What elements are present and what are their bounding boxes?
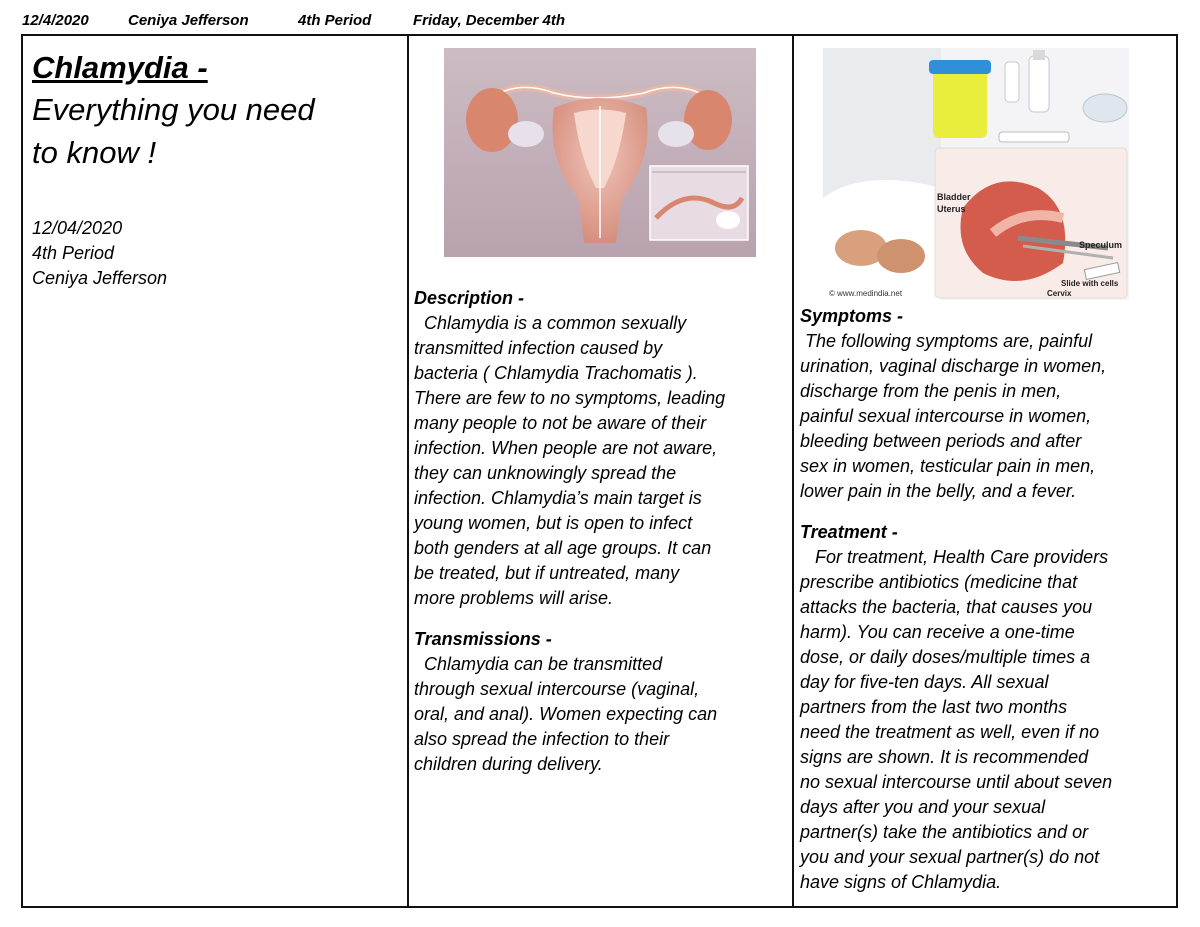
anatomy-illustration — [444, 48, 756, 257]
text-line: infection. When people are not aware, — [414, 438, 718, 458]
page-title: Chlamydia - — [32, 50, 208, 85]
description-heading: Description - — [414, 288, 525, 308]
text-line: painful sexual intercourse in women, — [800, 406, 1092, 426]
text-line: need the treatment as well, even if no — [800, 722, 1100, 742]
text-line: days after you and your sexual — [800, 797, 1046, 817]
text-line: dose, or daily doses/multiple times a — [800, 647, 1091, 667]
page-subtitle — [32, 88, 402, 174]
text-line: be treated, but if untreated, many — [414, 563, 680, 583]
text-line: no sexual intercourse until about seven — [800, 772, 1113, 792]
meta-period: 4th Period — [32, 243, 115, 263]
text-line: bleeding between periods and after — [800, 431, 1082, 451]
text-line: day for five-ten days. All sexual — [800, 672, 1049, 692]
text-line: lower pain in the belly, and a fever. — [800, 481, 1077, 501]
column-divider — [407, 36, 409, 906]
header-period: 4th Period — [298, 12, 372, 29]
text-line: bacteria ( Chlamydia Trachomatis ). — [414, 363, 698, 383]
text-line: have signs of Chlamydia. — [800, 872, 1002, 892]
label-uterus: Uterus — [937, 204, 966, 214]
text-line: also spread the infection to their — [414, 729, 670, 749]
text-line: many people to not be aware of their — [414, 413, 707, 433]
text-line: you and your sexual partner(s) do not — [800, 847, 1100, 867]
text-line: urination, vaginal discharge in women, — [800, 356, 1107, 376]
text-line: more problems will arise. — [414, 588, 614, 608]
treatment-text — [800, 545, 1175, 895]
label-speculum: Speculum — [1079, 240, 1123, 250]
symptoms-section — [800, 304, 1175, 895]
symptoms-text — [800, 329, 1175, 504]
symptoms-heading: Symptoms - — [800, 306, 904, 326]
text-line: they can unknowingly spread the — [414, 463, 677, 483]
description-section — [414, 286, 784, 777]
text-line: oral, and anal). Women expecting can — [414, 704, 718, 724]
text-line: transmitted infection caused by — [414, 338, 663, 358]
subtitle-line: to know ! — [32, 135, 157, 170]
header-date: 12/4/2020 — [22, 12, 89, 29]
text-line: attacks the bacteria, that causes you — [800, 597, 1093, 617]
description-text — [414, 311, 784, 611]
text-line: partner(s) take the antibiotics and or — [800, 822, 1089, 842]
text-line: signs are shown. It is recommended — [800, 747, 1089, 767]
text-line: children during delivery. — [414, 754, 603, 774]
subtitle-line: Everything you need — [32, 92, 315, 127]
text-line: young women, but is open to infect — [414, 513, 693, 533]
text-line: both genders at all age groups. It can — [414, 538, 712, 558]
text-line: Chlamydia can be transmitted — [414, 654, 663, 674]
transmissions-heading: Transmissions - — [414, 629, 552, 649]
text-line: discharge from the penis in men, — [800, 381, 1062, 401]
treatment-heading: Treatment - — [800, 522, 898, 542]
title-column — [32, 50, 402, 291]
meta-date: 12/04/2020 — [32, 218, 123, 238]
text-line: For treatment, Health Care providers — [800, 547, 1109, 567]
column-divider — [792, 36, 794, 906]
label-slide: Slide with cells — [1061, 279, 1119, 288]
label-bladder: Bladder — [937, 192, 971, 202]
header-day: Friday, December 4th — [413, 12, 565, 29]
meta-info — [32, 216, 402, 291]
transmissions-text — [414, 652, 784, 777]
image-credit: © www.medindia.net — [829, 289, 903, 298]
header-name: Ceniya Jefferson — [128, 12, 249, 29]
text-line: The following symptoms are, painful — [800, 331, 1093, 351]
testing-illustration — [823, 48, 1129, 300]
text-line: through sexual intercourse (vaginal, — [414, 679, 700, 699]
meta-author: Ceniya Jefferson — [32, 268, 168, 288]
text-line: prescribe antibiotics (medicine that — [800, 572, 1078, 592]
text-line: There are few to no symptoms, leading — [414, 388, 726, 408]
text-line: partners from the last two months — [800, 697, 1068, 717]
text-line: sex in women, testicular pain in men, — [800, 456, 1096, 476]
text-line: harm). You can receive a one-time — [800, 622, 1075, 642]
label-cervix: Cervix — [1047, 289, 1072, 298]
text-line: Chlamydia is a common sexually — [414, 313, 687, 333]
content-table — [21, 34, 1178, 908]
text-line: infection. Chlamydia’s main target is — [414, 488, 702, 508]
